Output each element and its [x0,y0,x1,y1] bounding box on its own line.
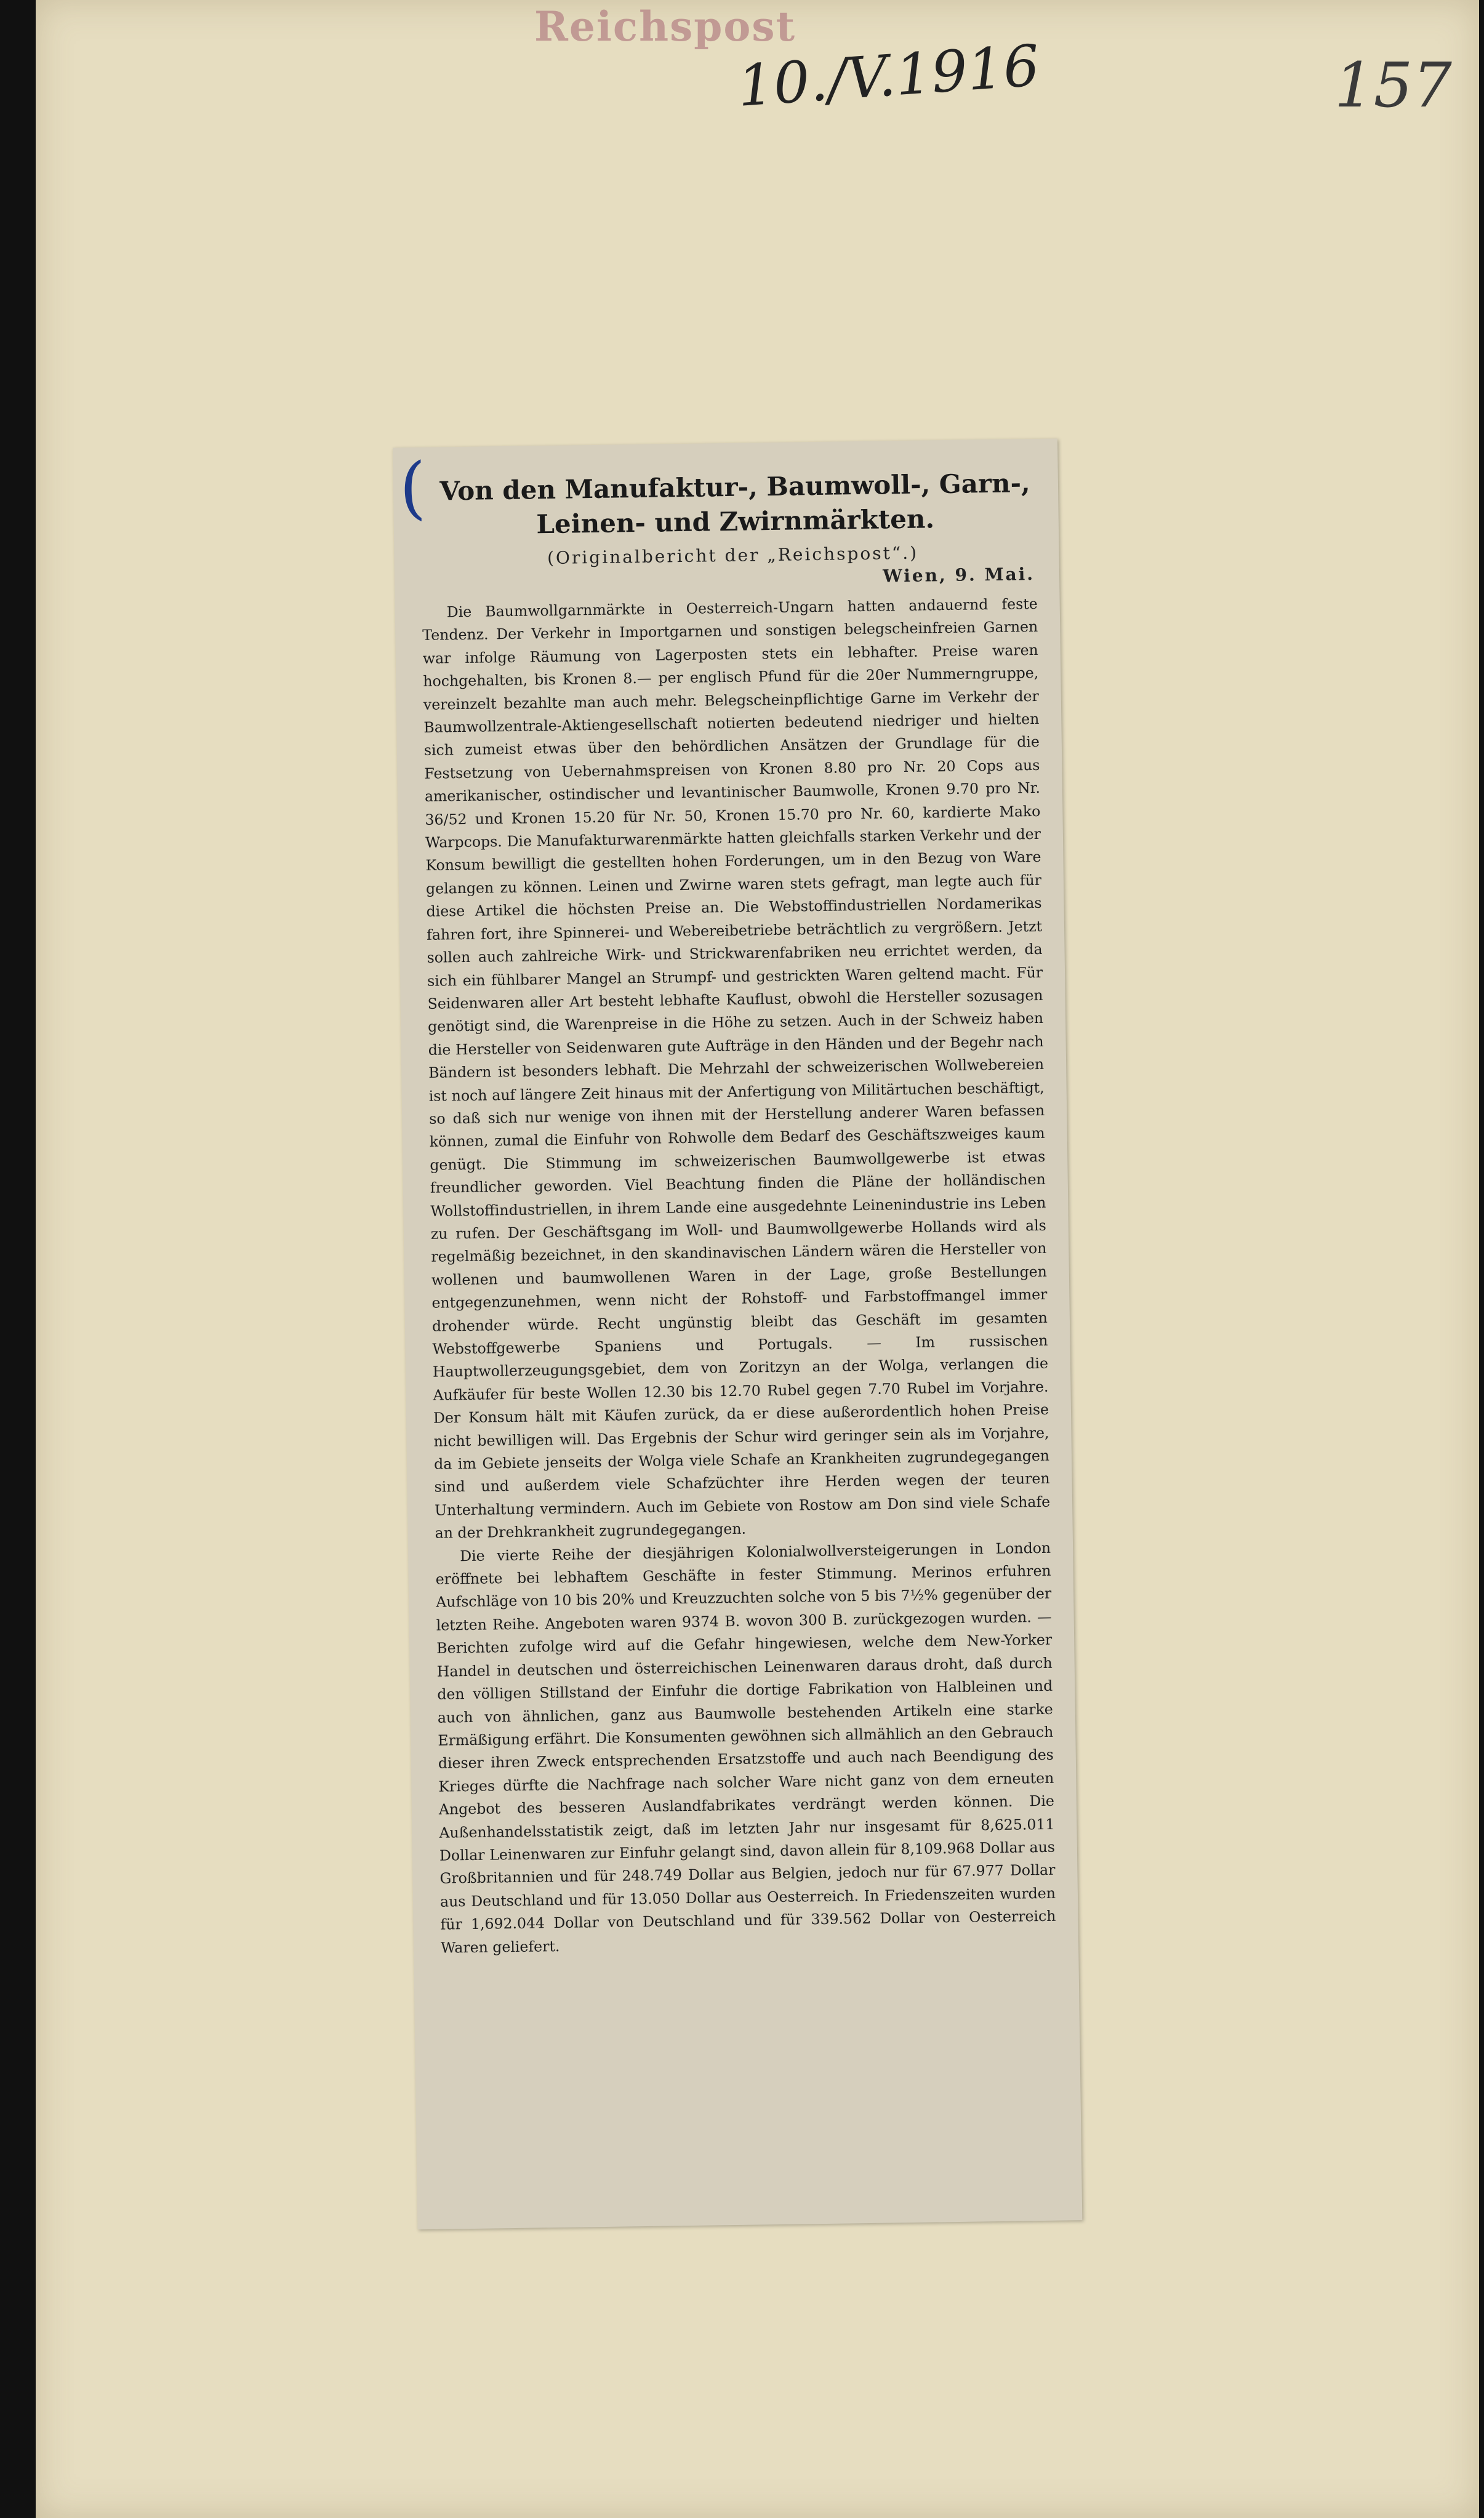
newspaper-clipping [393,438,1082,2229]
handwritten-date: 10./V.1916 [735,33,1042,119]
reichspost-stamp: Reichspost [534,2,796,50]
article-paragraph: Die Baumwollgarnmärkte in Oesterreich-Ungarn hatten andauernd feste Tendenz. Der Verkehr in Importgarnen und sonstigen belegscheinfreien Garnen war infolge Räumung von Lagerposten stets ein lebhafter. Preise waren hochgehalten, bis Kronen 8.— per englisch Pfund für die 20er Nummerngruppe, vereinzelt bezahlte man auch mehr. Belegscheinpflichtige Garne im Verkehr der Baumwollzentrale-Aktiengesellschaft notierten bedeutend niedriger und hielten sich zumeist etwas über den behördlichen Ansätzen der Grundlage für die Festsetzung von Uebernahmspreisen von Kronen 8.80 pro Nr. 20 Cops aus amerikanischer, ostindischer und levantinischer Baumwolle, Kronen 9.70 pro Nr. 36/52 und Kronen 15.20 für Nr. 50, Kronen 15.70 pro Nr. 60, kardierte Mako Warpcops. Die Manufakturwarenmärkte hatten gleichfalls starken Verkehr und der Konsum bewilligt die gestellten hohen Forderungen, um in den Bezug von Ware gelangen zu können. Leinen und Zwirne waren stets gefragt, man legte auch für diese Artikel die höchsten Preise an. Die Webstoffindustriellen Nordamerikas fahren fort, ihre Spinnerei- und Webereibetriebe beträchtlich zu vergrößern. Jetzt sollen auch zahlreiche Wirk- und Strickwarenfabriken neu errichtet werden, da sich ein fühlbarer Mangel an Strumpf- und gestrickten Waren geltend macht. Für Seidenwaren aller Art besteht lebhafte Kauflust, obwohl die Hersteller sozusagen genötigt sind, die Warenpreise in die Höhe zu setzen. Auch in der Schweiz haben die Hersteller von Seidenwaren gute Aufträge in den Händen und der Begehr nach Bändern ist besonders lebhaft. Die Mehrzahl der schweizerischen Wollwebereien ist noch auf längere Zeit hinaus mit der Anfertigung von Militärtuchen beschäftigt, so daß sich nur wenige von ihnen mit der Herstellung anderer Waren befassen können, zumal die Einfuhr von Rohwolle dem Bedarf des Geschäftszweiges kaum genügt. Die Stimmung im schweizerischen Baumwollgewerbe ist etwas freundlicher geworden. Viel Beachtung finden die Pläne der holländischen Wollstoffindustriellen, in ihrem Lande eine ausgedehnte Leinenindustrie ins Leben zu rufen. Der Geschäftsgang im Woll- und Baumwollgewerbe Hollands wird als regelmäßig bezeichnet, in den skandinavischen Ländern wären die Hersteller von wollenen und baumwollenen Waren in der Lage, große Bestellungen entgegenzunehmen, wenn nicht der Rohstoff- und Farbstoffmangel immer drohender würde. Recht ungünstig bleibt das Geschäft im gesamten Webstoffgewerbe Spaniens und Portugals. — Im russischen Hauptwollerzeugungsgebiet, dem von Zoritzyn an der Wolga, verlangen die Aufkäufer für beste Wollen 12.30 bis 12.70 Rubel gegen 7.70 Rubel im Vorjahre. Der Konsum hält mit Käufen zurück, da er diese außerordentlich hohen Preise nicht bewilligen will. Das Ergebnis der Schur wird geringer sein als im Vorjahre, da im Gebiete jenseits der Wolga viele Schafe an Krankheiten zugrundegegangen sind und außerdem viele Schafzüchter ihre Herden wegen der teuren Unterhaltung vermindern. Auch im Gebiete von Rostow am Don sind viele Schafe an der Drehkrankheit zugrundegegangen. [422,595,1051,1542]
article-paragraph: Die vierte Reihe der diesjährigen Kolonialwollversteigerungen in London eröffnete bei lebhaftem Geschäfte in fester Stimmung. Merinos erfuhren Aufschläge von 10 bis 20% und Kreuzzuchten solche von 5 bis 7½% gegenüber der letzten Reihe. Angeboten waren 9374 B. wovon 300 B. zurückgezogen wurden. — Berichten zufolge wird auf die Gefahr hingewiesen, welche dem New-Yorker Handel in deutschen und österreichischen Leinenwaren daraus droht, daß durch den völligen Stillstand der Einfuhr die dortige Fabrikation von Halbleinen und auch von ähnlichen, ganz aus Baumwolle bestehenden Artikeln eine starke Ermäßigung erfährt. Die Konsumenten gewöhnen sich allmählich an den Gebrauch dieser ihren Zweck entsprechenden Ersatzstoffe und auch nach Beendigung des Krieges dürfte die Nachfrage nach solcher Ware nicht ganz von dem erneuten Angebot des besseren Auslandfabrikates verdrängt werden können. Die Außenhandelsstatistik zeigt, daß im letzten Jahr nur insgesamt für 8,625.011 Dollar Leinenwaren zur Einfuhr gelangt sind, davon allein für 8,109.968 Dollar aus Großbritannien und für 248.749 Dollar aus Belgien, jedoch nur für 67.977 Dollar aus Deutschland und für 13.050 Dollar aus Oesterreich. In Friedenszeiten wurden für 1,692.044 Dollar von Deutschland und für 339.562 Dollar von Oesterreich Waren geliefert. [435,1539,1056,1957]
article-title: Von den Manufaktur-, Baumwoll-, Garn-, Leinen- und Zwirnmärkten. [439,468,1030,540]
handwritten-page-number: 157 [1334,49,1452,121]
article-body [422,593,1057,1960]
article-subtitle: (Originalbericht der „Reichspost“.) [547,542,919,569]
article-dateline: Wien, 9. Mai. [883,563,1035,587]
archive-page [36,0,1479,2518]
blue-pencil-mark-icon: ( [399,447,427,527]
